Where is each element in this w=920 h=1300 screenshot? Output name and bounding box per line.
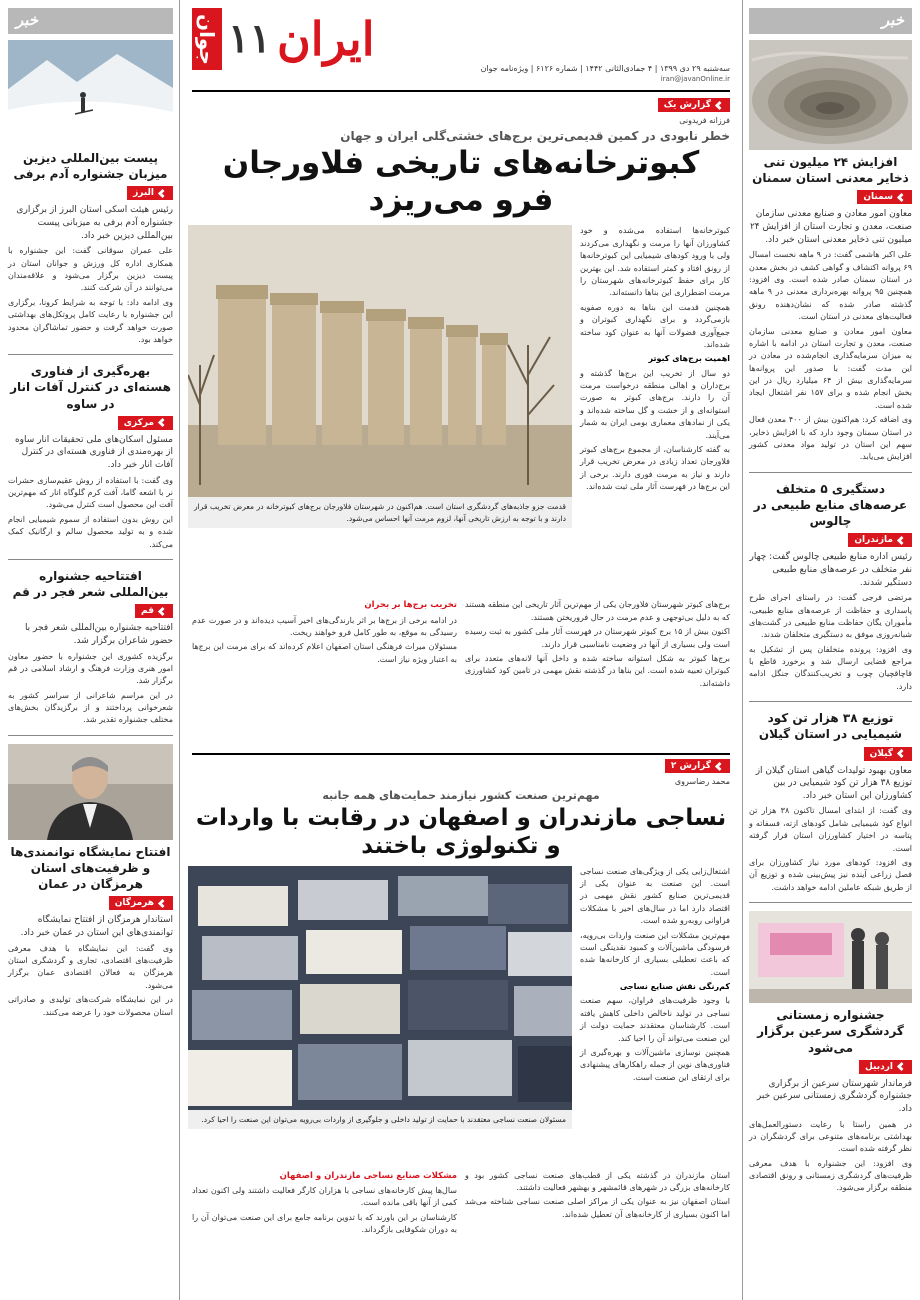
paragraph: اشتغال‌زایی یکی از ویژگی‌های صنعت نساجی است. این صنعت به عنوان یکی از قدیمی‌ترین صنایع کشور نقش مهمی در اقتصاد دارد اما در سال‌های اخیر با مشکلات فراوانی روبه‌رو شده است. — [580, 866, 730, 926]
main-story-kicker: خطر نابودی در کمین قدیمی‌ترین برج‌های خشتی‌گلی ایران و جهان — [340, 129, 730, 143]
paragraph: کارشناسان بر این باورند که با تدوین برنامه جامع برای این صنعت می‌توان آن را به دوران شکوفایی بازگرداند. — [192, 1212, 457, 1234]
paragraph: دو سال از تخریب این برج‌ها گذشته و برج‌داران و اهالی منطقه درخواست مرمت آن را دارند. برج‌های کبوتر به صورت استوانه‌ای و از خشت و گل ساخته شده‌اند و یکی از نمادهای معماری بومی ایران به شمار می‌آیند. — [580, 368, 730, 440]
main-story-subhead2: تخریب برج‌ها بر بحران — [364, 600, 457, 611]
ski-photo — [8, 40, 173, 146]
arrow-tag-icon — [158, 899, 167, 908]
divider — [749, 902, 912, 903]
right-story4-title: جشنواره زمستانی گردشگری سرعین برگزار می‌شود — [757, 1008, 904, 1055]
arrow-tag-icon — [897, 193, 906, 202]
paragraph: اکنون بیش از ۱۵ برج کبوتر شهرستان در فهرست آثار ملی کشور به ثبت رسیده است ولی بسیاری از آنها در وضعیت نامناسبی قرار دارند. — [465, 627, 730, 649]
second-story-tag — [665, 759, 730, 773]
right-story4-sub: فرماندار شهرستان سرعین از برگزاری جشنواره گردشگری زمستانی سرعین خبر داد. — [756, 1078, 912, 1114]
right-story3-title: توزیع ۳۸ هزار تن کود شیمیایی در استان گیلان — [758, 711, 903, 742]
masthead-site: iran@javanOnline.ir — [660, 75, 730, 83]
right-story1-tag — [857, 190, 912, 204]
paragraph: وی ادامه داد: با توجه به شرایط کرونا، برگزاری این جشنواره با رعایت کامل پروتکل‌های بهداشتی صورت خواهد گرفت و حضور تماشاگران محدود خواهد بود. — [8, 297, 173, 344]
main-story-author: فرزانه فریدونی — [679, 116, 730, 125]
left-story1-tag-label: البرز — [133, 188, 154, 199]
divider — [8, 559, 173, 560]
right-story1-body — [749, 249, 912, 464]
right-story1-sub: معاون امور معادن و صنایع معدنی سازمان صنعت، معدن و تجارت استان از افزایش ۲۴ میلیون تنی ذخایر معدنی استان خبر داد. — [749, 209, 912, 245]
right-story2-tag-label: مازندران — [854, 535, 893, 546]
second-story-col-c — [465, 1170, 730, 1239]
festival-photo — [749, 911, 912, 1003]
paragraph: به گفته کارشناسان، از مجموع برج‌های کبوتر فلاورجان تعداد زیادی در معرض تخریب قرار دارند و نیاز به مرمت فوری دارند. برخی از این برج‌ها در فهرست آثار ملی ثبت شده‌اند. — [580, 445, 730, 492]
second-story-subhead2: مشکلات صنایع نساجی مازندران و اصفهان — [279, 1170, 457, 1181]
festival-photo-art — [749, 911, 912, 1003]
right-story3-tag — [864, 747, 912, 761]
second-story-col-a — [580, 866, 730, 1166]
paragraph: مسئولان میراث فرهنگی استان اصفهان اعلام کرده‌اند که برای مرمت این برج‌ها به اعتبار ویژه نیاز است. — [192, 642, 457, 664]
main-story-tag-label: گزارش یک — [663, 100, 711, 110]
mine-photo — [749, 40, 912, 150]
dovecote-photo-art — [188, 225, 572, 497]
main-story-photo-block — [188, 225, 572, 595]
governor-photo — [8, 744, 173, 840]
logo-number: ۱۱ — [228, 15, 271, 62]
left-story3-body — [8, 651, 173, 727]
left-section-label: خبر — [16, 11, 39, 29]
second-story-photo-block — [188, 866, 572, 1166]
main-story-subhead1: اهمیت برج‌های کبوتر — [648, 354, 730, 364]
right-story3-body — [749, 805, 912, 894]
left-story4-tag — [109, 896, 173, 910]
left-story3-tag-label: قم — [141, 606, 154, 617]
paragraph: کبوترخانه‌ها استفاده می‌شده و خود کشاورزان آنها را مرمت و نگهداری می‌کردند ولی با ورود کودهای شیمیایی این کبوترخانه‌ها از رونق افتاد و کمتر استفاده شد. این بهترین کار برای حفظ کبوترخانه‌های شهرستان را مرمت اضطراری این بناها دانسته‌اند. — [580, 226, 730, 298]
paragraph: همچنین نوسازی ماشین‌آلات و بهره‌گیری از فناوری‌های نوین از جمله راهکارهای پیشنهادی برای ارتقای این صنعت است. — [580, 1048, 730, 1082]
masthead-meta — [481, 8, 730, 83]
paragraph: وی اضافه کرد: هم‌اکنون بیش از ۴۰۰ معدن فعال در استان سمنان وجود دارد که با افزایش ذخایر، سهم این استان در تولید مواد معدنی کشور افزایش می‌یابد. — [749, 415, 912, 462]
paragraph: در این نمایشگاه شرکت‌های تولیدی و صادراتی استان محصولات خود را عرضه می‌کنند. — [8, 995, 173, 1017]
dovecote-photo-caption: قدمت جزو جاذبه‌های گردشگری استان است. هم‌اکنون در شهرستان فلاورجان برج‌های کبوترخانه در معرض تخریب قرار دارند و با توجه به ارزش تاریخی آنها، لزوم مرمت آنها احساس می‌شود. — [188, 497, 572, 528]
left-story4-body — [8, 943, 173, 1019]
paragraph: این روش بدون استفاده از سموم شیمیایی انجام شده و به تولید محصول سالم و ارگانیک کمک می‌کند. — [8, 514, 173, 549]
left-story1-sub: رئیس هیئت اسکی استان البرز از برگزاری جشنواره آدم برفی به میزبانی پیست بین‌المللی دیزین خبر داد. — [16, 205, 173, 241]
right-story2-tag — [848, 533, 912, 547]
paragraph: وی گفت: با استفاده از روش عقیم‌سازی حشرات نر با اشعه گاما، آفت کرم گلوگاه انار که مهم‌ترین آفت این محصول است کنترل می‌شود. — [8, 475, 173, 510]
left-story2-tag-label: مرکزی — [123, 417, 154, 428]
paragraph: برگزیده کشوری این جشنواره با حضور معاون امور هنری وزارت فرهنگ و ارشاد اسلامی در قم برگزار شد. — [8, 651, 173, 686]
second-story-col-d — [192, 1170, 457, 1239]
main-story-col-d — [192, 599, 457, 749]
mine-photo-art — [749, 40, 912, 150]
second-story-bottom — [192, 1170, 730, 1239]
paragraph: مهم‌ترین مشکلات این صنعت واردات بی‌رویه، فرسودگی ماشین‌آلات و کمبود نقدینگی است که باعث تعطیلی بسیاری از کارخانه‌ها شده است. — [580, 930, 730, 977]
main-story-top — [192, 225, 730, 595]
paragraph: مرتضی فرجی گفت: در راستای اجرای طرح پاسداری و حفاظت از عرصه‌های منابع طبیعی، مأموران یگان حفاظت منابع طبیعی در گشت‌های شبانه‌روزی موفق به دستگیری متخلفان شدند. — [749, 593, 912, 640]
right-story2-body — [749, 592, 912, 693]
left-story2-body — [8, 475, 173, 551]
paragraph: وی افزود: این جشنواره با هدف معرفی ظرفیت‌های گردشگری زمستانی و رونق اقتصادی منطقه برگزار می‌شود. — [749, 1158, 912, 1193]
right-story4-tag — [859, 1060, 912, 1074]
paragraph: وی افزود: پرونده متخلفان پس از تشکیل به مراجع قضایی ارسال شد و برخورد قاطع با قاچاقچیان چوب و تخریب‌کنندگان جنگل ادامه دارد. — [749, 644, 912, 691]
paragraph: وی گفت: از ابتدای امسال تاکنون ۳۸ هزار تن انواع کود شیمیایی شامل کودهای ازته، فسفاته و پتاسه در اختیار کشاورزان استان قرار گرفته است. — [749, 806, 912, 853]
left-story2-sub: مسئول اسکان‌های ملی تحقیقات انار ساوه از بهره‌مندی از فناوری هسته‌ای در کنترل آفات انار خبر داد. — [14, 434, 173, 471]
left-story3-tag — [135, 604, 173, 618]
second-story-top — [192, 866, 730, 1166]
right-story1-tag-label: سمنان — [863, 192, 893, 203]
second-story-title: نساجی مازندران و اصفهان در رقابت با واردات و تکنولوژی باختند — [195, 805, 727, 859]
arrow-tag-icon — [158, 189, 167, 198]
main-story-tag — [658, 98, 730, 112]
right-section-header — [749, 8, 912, 34]
paragraph: همچنین قدمت این بناها به دوره صفویه بازمی‌گردد و برای نگهداری کبوتران و جمع‌آوری فضولات آنها به عنوان کود ساخته شده‌اند. — [580, 302, 730, 349]
main-story-col-c — [465, 599, 730, 749]
right-column — [742, 0, 920, 1300]
main-story-title: کبوترخانه‌های تاریخی فلاورجان فرو می‌ریزد — [222, 145, 700, 219]
divider — [192, 753, 730, 755]
masthead-logo — [192, 8, 375, 70]
paragraph: برج‌های کبوتر شهرستان فلاورجان یکی از مهم‌ترین آثار تاریخی این منطقه هستند که به دلیل بی‌توجهی و عدم مرمت در حال فروریختن هستند. — [464, 600, 730, 622]
right-story3-tag-label: گیلان — [869, 748, 893, 759]
logo-red-box: جوان — [192, 8, 222, 70]
textile-photo-art — [188, 866, 572, 1110]
left-column — [0, 0, 180, 1300]
left-story1-tag — [127, 186, 173, 200]
paragraph: در ادامه برخی از برج‌ها بر اثر بارندگی‌های اخیر آسیب دیده‌اند و در صورت عدم رسیدگی به موقع، به طور کامل فرو خواهند ریخت. — [192, 615, 457, 637]
paragraph: وی افزود: کودهای مورد نیاز کشاورزان برای فصل زراعی آینده نیز پیش‌بینی شده و توزیع آن از طریق شبکه عاملین ادامه خواهد داشت. — [749, 857, 912, 892]
arrow-tag-icon — [158, 607, 167, 616]
paragraph: وی گفت: این نمایشگاه با هدف معرفی ظرفیت‌های اقتصادی، تجاری و گردشگری استان هرمزگان به فعالان اقتصادی عمان برگزار می‌شود. — [8, 943, 173, 990]
main-story-col-a — [580, 225, 730, 595]
paragraph: استان اصفهان نیز به عنوان یکی از مراکز اصلی صنعت نساجی شناخته می‌شد اما اکنون بسیاری از کارخانه‌های آن تعطیل شده‌اند. — [465, 1197, 730, 1219]
left-story2-title: بهره‌گیری از فناوری هسته‌ای در کنترل آفات انار در ساوه — [10, 364, 171, 411]
paragraph: با وجود ظرفیت‌های فراوان، سهم صنعت نساجی در تولید ناخالص داخلی کاهش یافته است. کارشناسان معتقدند حمایت دولت از این صنعت می‌تواند آن را احیا کند. — [580, 996, 730, 1043]
right-story4-body — [749, 1119, 912, 1195]
paragraph: در این مراسم شاعرانی از سراسر کشور به شعرخوانی پرداختند و از برگزیدگان بخش‌های مختلف جشنواره تقدیر شد. — [8, 690, 173, 725]
center-column — [184, 0, 738, 1300]
right-story2-sub: رئیس اداره منابع طبیعی چالوس گفت: چهار نفر متخلف در عرصه‌های منابع طبیعی دستگیر شدند. — [749, 552, 912, 588]
masthead-date-line: سه‌شنبه ۲۹ دی ۱۳۹۹ | ۴ جمادی‌الثانی ۱۴۴۲ | شماره ۶۱۲۶ | ویژه‌نامه جوان — [480, 64, 730, 73]
divider — [749, 701, 912, 702]
paragraph: سال‌ها پیش کارخانه‌های نساجی با هزاران کارگر فعالیت داشتند ولی اکنون تعداد کمی از آنها باقی مانده است. — [192, 1185, 457, 1208]
left-story4-sub: استاندار هرمزگان از افتتاح نمایشگاه توانمندی‌های این استان در عمان خبر داد. — [20, 915, 173, 939]
masthead — [192, 8, 730, 92]
arrow-tag-icon — [715, 101, 724, 110]
divider — [8, 354, 173, 355]
left-story4-title: افتتاح نمایشگاه توانمندی‌ها و ظرفیت‌های استان هرمزگان در عمان — [10, 844, 171, 892]
left-story1-title: پیست بین‌المللی دیزین میزبان جشنواره آدم برفی — [13, 151, 168, 182]
left-story4-tag-label: هرمزگان — [114, 898, 154, 909]
arrow-tag-icon — [897, 1062, 906, 1071]
second-story-tag-label: گزارش ۲ — [670, 761, 711, 772]
paragraph: استان مازندران در گذشته یکی از قطب‌های صنعت نساجی کشور بود و کارخانه‌های بزرگی در شهرهای قائمشهر و بهشهر فعالیت داشتند. — [465, 1170, 730, 1192]
left-story3-title: افتتاحیه جشنواره بین‌المللی شعر فجر در قم — [12, 568, 169, 600]
left-story1-body — [8, 245, 173, 346]
governor-photo-art — [8, 744, 173, 840]
ski-photo-art — [8, 40, 173, 146]
paragraph: برج‌ها کبوتر به شکل استوانه ساخته شده و داخل آنها لانه‌های متعدد برای کبوتران تعبیه شده است. این بناها در گذشته نقش مهمی در تامین کود کشاورزی داشته‌اند. — [465, 653, 730, 688]
arrow-tag-icon — [897, 749, 906, 758]
textile-photo — [188, 866, 572, 1110]
arrow-tag-icon — [897, 536, 906, 545]
left-story3-sub: افتتاحیه جشنواره بین‌المللی شعر فجر با حضور شاعران برگزار شد. — [24, 623, 173, 646]
right-story3-sub: معاون بهبود تولیدات گیاهی استان گیلان از توزیع ۳۸ هزار تن کود شیمیایی در بین کشاورزان این استان خبر داد. — [755, 765, 912, 801]
main-story-bottom — [192, 599, 730, 749]
divider — [8, 735, 173, 736]
arrow-tag-icon — [715, 762, 724, 771]
right-story4-tag-label: اردبیل — [865, 1061, 893, 1072]
logo-text: ایران — [276, 12, 375, 66]
second-story-subhead1: کم‌رنگی نقش صنایع نساجی — [619, 982, 730, 992]
paragraph: علی عمران سوقانی گفت: این جشنواره با همکاری اداره کل ورزش و جوانان استان در پیست دیزین برگزار می‌شود و علاقه‌مندان می‌توانند در آن شرکت کنند. — [8, 246, 173, 293]
right-story2-title: دستگیری ۵ متخلف عرصه‌های منابع طبیعی در چالوس — [753, 481, 908, 529]
right-story1-title: افزایش ۲۴ میلیون تنی ذخایر معدنی استان سمنان — [752, 155, 909, 186]
left-story2-tag — [118, 416, 173, 430]
paragraph: علی اکبر هاشمی گفت: در ۹ ماهه نخست امسال ۶۹ پروانه اکتشاف و گواهی کشف در بخش معدن در استان سمنان صادر شده است. وی افزود: همچنین ۹۵ پروانه بهره‌برداری معدنی در ۹ ماهه گذشته صادر شده که نشان‌دهنده رونق فعالیت‌های معدنی در استان است. — [749, 250, 912, 322]
textile-photo-caption: مسئولان صنعت نساجی معتقدند با حمایت از تولید داخلی و جلوگیری از واردات بی‌رویه می‌توان این صنعت را احیا کرد. — [188, 1110, 572, 1129]
second-story-kicker: مهم‌ترین صنعت کشور نیازمند حمایت‌های همه جانبه — [322, 789, 600, 803]
paragraph: در همین راستا با رعایت دستورالعمل‌های بهداشتی برنامه‌های متنوعی برای گردشگران در نظر گرفته شده است. — [749, 1119, 912, 1154]
dovecote-photo — [188, 225, 572, 497]
left-section-header — [8, 8, 173, 34]
paragraph: معاون امور معادن و صنایع معدنی سازمان صنعت، معدن و تجارت استان در ادامه با اشاره به میزان سرمایه‌گذاری انجام‌شده در معادن در این مدت گفت: با صدور این پروانه‌ها سرمایه‌گذاری بیش از ۶۴ میلیارد ریال در این بخش انجام شده و برای ۱۵۷ نفر اشتغال ایجاد شده است. — [749, 326, 913, 410]
arrow-tag-icon — [158, 418, 167, 427]
right-section-label: خبر — [881, 11, 904, 29]
second-story-author: محمد رضاسروی — [674, 777, 730, 787]
divider — [749, 472, 912, 473]
